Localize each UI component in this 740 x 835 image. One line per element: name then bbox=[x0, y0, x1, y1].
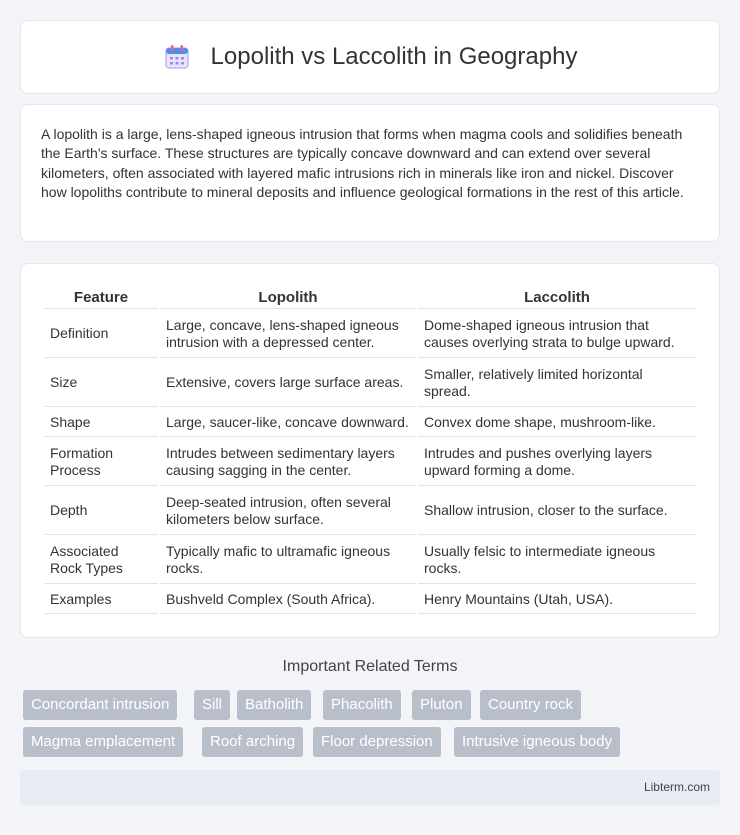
term-tag[interactable]: Floor depression bbox=[313, 727, 441, 757]
lopolith-cell: Deep-seated intrusion, often several kilometers below surface. bbox=[160, 488, 416, 535]
table-row bbox=[44, 586, 696, 614]
table-header-row bbox=[44, 286, 696, 309]
laccolith-cell: Shallow intrusion, closer to the surface. bbox=[418, 488, 696, 535]
header-card bbox=[20, 20, 720, 94]
table-row bbox=[44, 409, 696, 437]
lopolith-cell: Extensive, covers large surface areas. bbox=[160, 360, 416, 407]
laccolith-cell: Smaller, relatively limited horizontal spread. bbox=[418, 360, 696, 407]
comparison-table bbox=[42, 284, 698, 616]
calendar-icon bbox=[163, 43, 191, 71]
term-tag[interactable]: Magma emplacement bbox=[23, 727, 183, 757]
table-row bbox=[44, 311, 696, 358]
table-row bbox=[44, 537, 696, 584]
term-tag[interactable]: Intrusive igneous body bbox=[454, 727, 620, 757]
intro-text: A lopolith is a large, lens-shaped igneous intrusion that forms when magma cools and solidifies beneath the Earth's surface. These structures are typically concave downward and can extend over several kilometers, often associated with layered mafic intrusions rich in minerals like iron and nickel. Discover how lopoliths contribute to mineral deposits and influence geological formations in the rest of this article. bbox=[41, 126, 684, 201]
feature-cell: Shape bbox=[44, 409, 158, 437]
term-tag[interactable]: Pluton bbox=[412, 690, 471, 720]
feature-cell: Associated Rock Types bbox=[44, 537, 158, 584]
table-row bbox=[44, 439, 696, 486]
page-title: Lopolith vs Laccolith in Geography bbox=[210, 43, 578, 70]
term-tag[interactable]: Concordant intrusion bbox=[23, 690, 177, 720]
laccolith-cell: Dome-shaped igneous intrusion that causes overlying strata to bulge upward. bbox=[418, 311, 696, 358]
laccolith-cell: Convex dome shape, mushroom-like. bbox=[418, 409, 696, 437]
feature-cell: Definition bbox=[44, 311, 158, 358]
related-terms-title: Important Related Terms bbox=[282, 658, 458, 675]
footer-link[interactable]: Libterm.com bbox=[643, 780, 710, 794]
lopolith-cell: Typically mafic to ultramafic igneous rocks. bbox=[160, 537, 416, 584]
laccolith-cell: Henry Mountains (Utah, USA). bbox=[418, 586, 696, 614]
feature-cell: Formation Process bbox=[44, 439, 158, 486]
comparison-table-card bbox=[20, 263, 720, 638]
laccolith-cell: Intrudes and pushes overlying layers upward forming a dome. bbox=[418, 439, 696, 486]
footer bbox=[20, 770, 720, 805]
lopolith-cell: Large, concave, lens-shaped igneous intrusion with a depressed center. bbox=[160, 311, 416, 358]
column-header: Feature bbox=[44, 286, 158, 309]
term-tag[interactable]: Roof arching bbox=[202, 727, 303, 757]
column-header: Laccolith bbox=[418, 286, 696, 309]
table-row bbox=[44, 488, 696, 535]
intro-card bbox=[20, 104, 720, 242]
feature-cell: Examples bbox=[44, 586, 158, 614]
term-tag[interactable]: Sill bbox=[194, 690, 230, 720]
term-tag[interactable]: Batholith bbox=[237, 690, 311, 720]
laccolith-cell: Usually felsic to intermediate igneous rocks. bbox=[418, 537, 696, 584]
lopolith-cell: Bushveld Complex (South Africa). bbox=[160, 586, 416, 614]
table-row bbox=[44, 360, 696, 407]
feature-cell: Size bbox=[44, 360, 158, 407]
lopolith-cell: Intrudes between sedimentary layers causing sagging in the center. bbox=[160, 439, 416, 486]
term-tag[interactable]: Phacolith bbox=[323, 690, 401, 720]
feature-cell: Depth bbox=[44, 488, 158, 535]
column-header: Lopolith bbox=[160, 286, 416, 309]
term-tag[interactable]: Country rock bbox=[480, 690, 581, 720]
lopolith-cell: Large, saucer-like, concave downward. bbox=[160, 409, 416, 437]
